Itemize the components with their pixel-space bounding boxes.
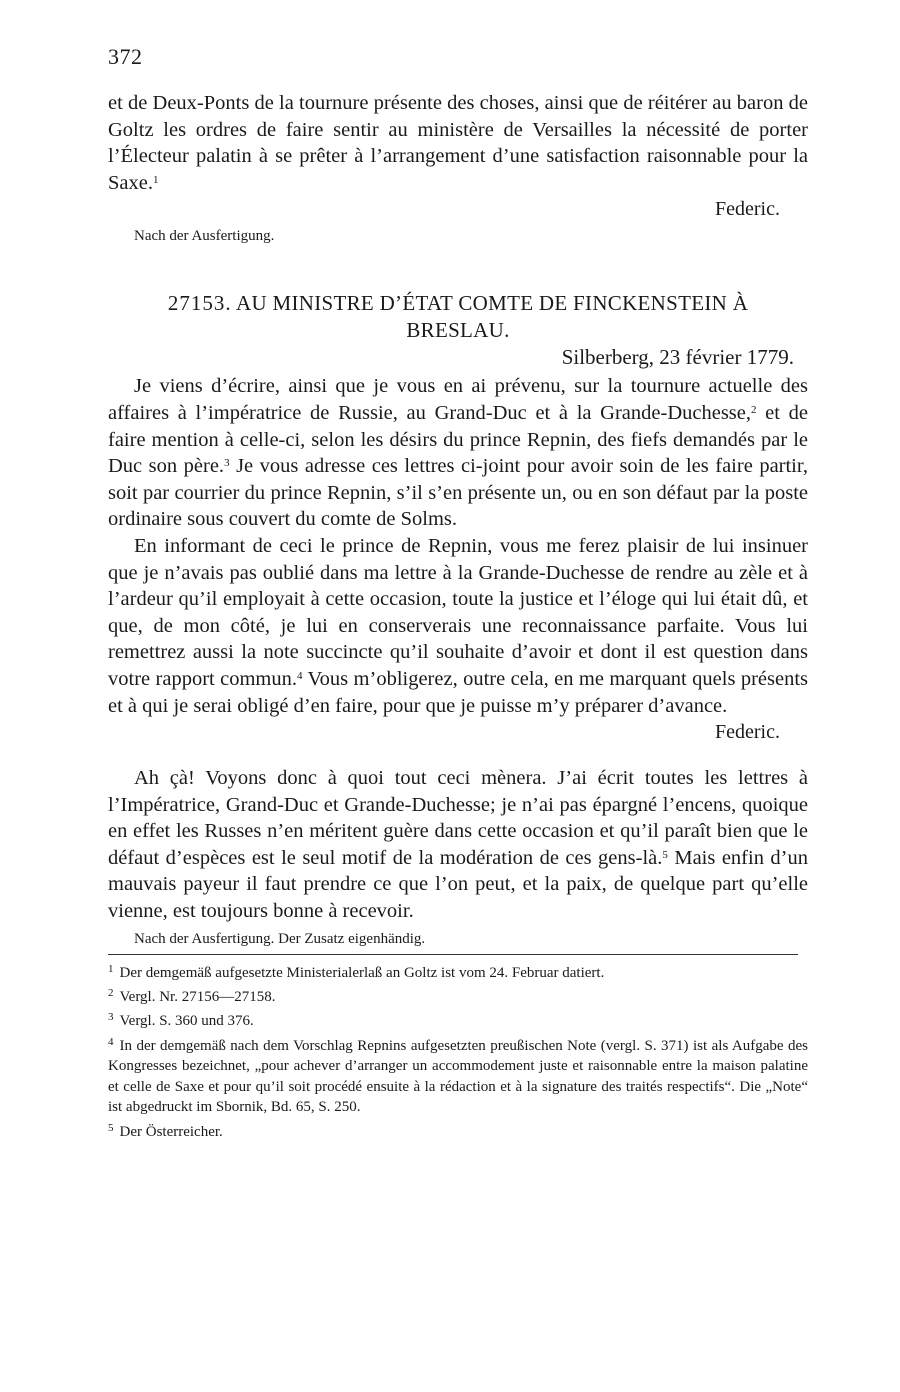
footnote-text: Der Österreicher. (119, 1123, 223, 1140)
paragraph-1-part-b: et de faire mention à celle-ci, selon les désirs du prince Repnin, des fiefs demandés par le Duc son père. (108, 401, 808, 478)
postscript-part-a: Ah çà! Voyons donc à quoi tout ceci mènera. J’ai écrit toutes les lettres à l’Impératrice, Grand-Duc et Grande-Duchesse; je n’ai pas épargné l’encens, quoique en effet les Russes n’en méritent guère dans cette occasion et qu’il paraît bien que le défaut d’espèces est le seul motif de la modération de ces gens-là. (108, 767, 808, 869)
page-number: 372 (108, 44, 143, 69)
footnote-mark: 5 (108, 1121, 114, 1134)
document-page (108, 44, 808, 1142)
footnote-text: In der demgemäß nach dem Vorschlag Repnins aufgesetzten preußischen Note (vergl. S. 371) ist als Aufgabe des Kongresses bezeichnet, „pour achever d’arranger un accommodement juste et raisonnable entre la maison palatine et celle de Saxe et pour qu’il soit procédé ensuite à la rédaction et à la signature des traités respectifs“. Die „Note“ ist abgedruckt im Sbornik, Bd. 65, S. 250. (108, 1037, 808, 1116)
footnote-1 (108, 959, 808, 983)
footnote-mark: 2 (108, 987, 114, 1000)
letter-number: 27153. (167, 291, 232, 316)
paragraph-2-part-b: Vous m’obligerez, outre cela, en me marquant quels présents et à qui je serai obligé d’en faire, pour que je puisse m’y préparer d’avance. (108, 667, 808, 717)
footnotes (108, 959, 808, 1142)
footnote-ref-4: 4 (296, 669, 303, 682)
letter-postscript (108, 765, 808, 925)
letter-title-line2: BRESLAU. (406, 318, 510, 343)
footnote-3 (108, 1007, 808, 1031)
footnote-mark: 3 (108, 1011, 114, 1024)
footnote-5 (108, 1118, 808, 1142)
letter-source: Nach der Ausfertigung. Der Zusatz eigenhändig. (134, 930, 426, 947)
previous-letter-signature: Federic. (715, 198, 780, 221)
footnote-text: Der demgemäß aufgesetzte Ministerialerlaß an Goltz ist vom 24. Februar datiert. (119, 964, 605, 981)
footnote-divider (108, 954, 798, 955)
postscript-part-b: Mais enfin d’un mauvais payeur il faut prendre ce que l’on peut, et la paix, de quelque part qu’elle vienne, est toujours bonne à recevoir. (108, 846, 808, 923)
previous-letter-source: Nach der Ausfertigung. (134, 228, 275, 245)
footnote-2 (108, 983, 808, 1007)
footnote-text: Vergl. S. 360 und 376. (119, 1013, 254, 1030)
footnote-mark: 1 (108, 962, 114, 975)
footnote-ref-1: 1 (152, 173, 159, 186)
previous-letter-body: et de Deux-Ponts de la tournure présente des choses, ainsi que de réitérer au baron de Goltz les ordres de faire sentir au ministère de Versailles la nécessité de porter l’Électeur palatin à se prêter à l’arrangement d’une satisfaction raisonnable pour la Saxe. (108, 92, 808, 194)
footnote-ref-5: 5 (662, 848, 668, 861)
letter-heading (108, 290, 808, 344)
letter-paragraph-2 (108, 533, 808, 719)
paragraph-1-part-c: Je vous adresse ces lettres ci-joint pour avoir soin de les faire partir, soit par courrier du prince Repnin, s’il s’en présente un, ou en son défaut par la poste ordinaire sous couvert du comte de Solms. (108, 455, 809, 531)
letter-paragraph-1 (108, 373, 808, 533)
footnote-mark: 4 (108, 1035, 114, 1048)
letter-signature: Federic. (715, 721, 780, 744)
letter-place-date: Silberberg, 23 février 1779. (561, 345, 794, 370)
paragraph-1-part-a: Je viens d’écrire, ainsi que je vous en ai prévenu, sur la tournure actuelle des affaires à l’impératrice de Russie, au Grand-Duc et à la Grande-Duchesse, (108, 375, 808, 424)
footnote-ref-3: 3 (224, 457, 230, 470)
previous-letter-text (108, 90, 808, 196)
footnote-4 (108, 1032, 808, 1118)
paragraph-2-part-a: En informant de ceci le prince de Repnin, vous me ferez plaisir de lui insinuer que je n’avais pas oublié dans ma lettre à la Grande-Duchesse de rendre au zèle et à l’ardeur qu’il employait à cette occasion, toute la justice et l’éloge qui lui était dû, et que, de mon côté, je lui en conserverais une reconnaissance parfaite. Vous lui remettrez aussi la note succincte qu’il souhaite d’avoir et dont il est question dans votre rapport commun. (108, 534, 808, 690)
letter-title-line1: AU MINISTRE D’ÉTAT COMTE DE FINCKENSTEIN À (235, 291, 749, 316)
footnote-ref-2: 2 (751, 403, 757, 416)
footnote-text: Vergl. Nr. 27156—27158. (119, 989, 276, 1006)
